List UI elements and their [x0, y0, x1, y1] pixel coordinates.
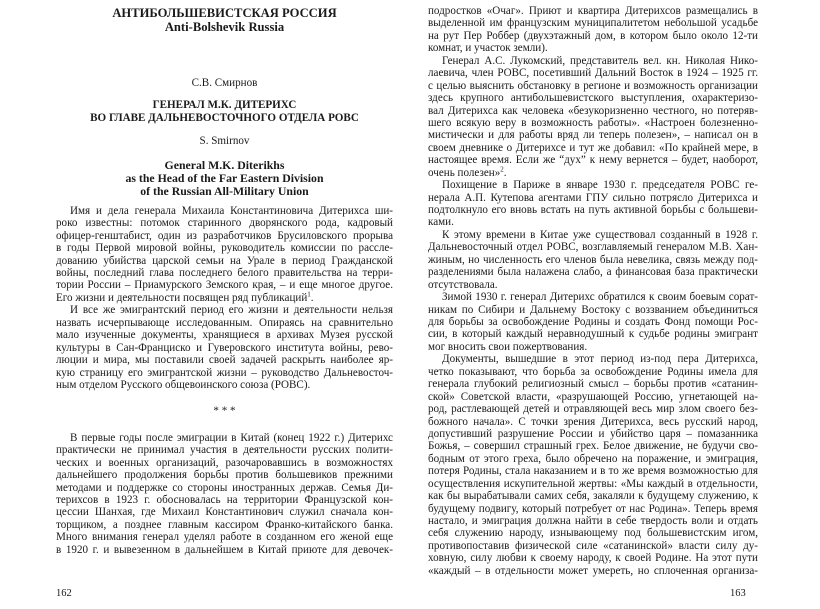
right-column: [428, 5, 758, 577]
text-line-last: мог вносить свои пожертвования.: [428, 340, 588, 353]
text-line: ской» Советской власти, «разрушающей Россию, угнетающей на-: [428, 390, 758, 403]
text-line: в годы Первой мировой войны, руководитель комиссии по рассле-: [56, 242, 393, 255]
footnote-ref[interactable]: 2: [500, 165, 504, 174]
text-line: Генерал А.С. Лукомский, представитель вел. кн. Николая Нико-: [442, 54, 758, 67]
author-ru: С.В. Смирнов: [191, 77, 258, 89]
text-line: бодным от этого греха, было обречено на поражение, и эмиграция,: [428, 452, 758, 465]
text-line: терихсов в 1923 г. обосновалась на территории Французской кон-: [56, 494, 393, 507]
text-line: практически не принимал участия в деятельности русских полити-: [56, 444, 393, 457]
author-en: S. Smirnov: [199, 135, 250, 148]
text-line-last: ками.: [428, 216, 454, 229]
right-page: [410, 0, 820, 609]
text-line: потеря Родины, стала наказанием и в то же время возможностью для: [428, 465, 758, 478]
text-line: мистически и для работы вряд ли теперь полезен», – написал он в: [428, 129, 758, 142]
paragraph-appeal: [428, 291, 758, 353]
text-line: здесь крупного антибольшевистского выступления, охарактеризо-: [428, 92, 758, 105]
text-line: допустивший разрушение России и убийство царя – помазанника: [428, 427, 758, 440]
page-number-left: 162: [56, 588, 72, 599]
text-line: подтолкнуло его вновь встать на путь активной борьбы с большеви-: [428, 204, 758, 217]
text-line: войны, последний глава последнего белого правительства на терри-: [56, 267, 393, 279]
text-line: никам по Сибири и Дальнему Востоку с воззванием объединиться: [428, 303, 758, 316]
text-line: лаевича, член РОВС, посетивший Дальний Восток в 1924 – 1925 гг.: [428, 67, 758, 80]
paragraph-emigrant-period: [56, 304, 393, 391]
text-line: настало, и эмиграция должна найти в себе твердость воли и отдать: [428, 515, 758, 528]
text-line-last: комнат, и участок земли).: [428, 42, 548, 55]
text-line: торщиком, а позднее главным кассиром Франко-китайского банка.: [56, 518, 393, 531]
article-title-en-line-1: General M.K. Diterikhs: [164, 157, 285, 172]
text-line: роко известны: потомок старинного дворянского рода, кадровый: [56, 217, 393, 230]
footnote-ref[interactable]: 1: [307, 290, 311, 299]
text-line: в 1920 г. и вывезенном в дальнейшем в Китай приюте для девочек-: [56, 543, 393, 556]
article-title-ru-line-2: ВО ГЛАВЕ ДАЛЬНЕВОСТОЧНОГО ОТДЕЛА РОВС: [90, 111, 359, 124]
text-line: кую страницу его эмигрантской жизни – руководство Дальневосточ-: [56, 366, 393, 379]
paragraph-lukomsky: [428, 55, 758, 179]
text-line: Дальневосточный отдел РОВС, возглавляемый генералом М.В. Хан-: [428, 241, 758, 254]
text-line: жиным, но численность его членов была невелика, связь между под-: [428, 253, 758, 266]
text-line: нерала А.П. Кутепова агентами ГПУ сильно потрясло Дитерихса и: [428, 191, 758, 204]
text-line: как бы вырабатывали самих себя, закаляли к будущему служению, к: [428, 490, 758, 503]
text-line-last: Его жизни и деятельности посвящен ряд публикаций$^1$.: [56, 290, 314, 304]
text-line: своем дневнике о Дитерихсе и тут же добавил: «По крайней мере, в: [428, 141, 758, 154]
text-line: дальнейшего продолжения борьбы против большевиков прежними: [56, 469, 393, 482]
text-line: генерала глубокий религиозный смысл – борьбы против «сатанин-: [428, 378, 758, 391]
text-line: с целью выяснить обстановку в регионе и возможность организации: [428, 79, 758, 92]
text-line: Похищение в Париже в январе 1930 г. председателя РОВС ге-: [442, 179, 758, 192]
text-line: настоящее время. Если же “дух” к нему вернется – будет, наоборот,: [428, 154, 758, 167]
text-line: ховную, силу любви к своему народу, к своей Родине. На этот пути: [428, 552, 758, 565]
text-line: на рут Пер Роббер (двухэтажный дом, в котором было около 12-ти: [428, 29, 758, 42]
text-line: сии, в который каждый неравнодушный к судьбе родины эмигрант: [428, 328, 758, 341]
text-line: люции и мира, мы поставили своей задачей раскрыть наиболее яр-: [56, 354, 393, 367]
article-title-en-line-2: as the Head of the Far Eastern Division: [125, 170, 324, 185]
text-line: божного начала». С точки зрения Дитерихса, весь русский народ,: [428, 415, 758, 428]
text-line: В первые годы после эмиграции в Китай (конец 1922 г.) Дитерихс: [70, 431, 393, 444]
text-line: мало изученные документы, хранящиеся в архивах Музея русской: [56, 329, 393, 342]
text-line: Документы, вышедшие в этот период из-под пера Дитерихса,: [442, 353, 758, 366]
text-line-last: очень полезен»$^2$.: [428, 165, 507, 179]
text-line: Много внимания генерал уделял работе в созданном его женой еще: [56, 531, 393, 544]
text-line: «каждый – в отдельности может умереть, но сплоченная организа-: [428, 564, 758, 577]
paragraph-kutepov: [428, 179, 758, 229]
left-column: [56, 6, 393, 556]
text-line: для борьбы за освобождение Родины и создать Фонд помощи Рос-: [428, 316, 758, 328]
section-separator: * * *: [213, 405, 236, 418]
text-line: тории России – Приамурского Земского края, – и еще многое другое.: [56, 279, 393, 292]
text-line: будущему подвигу, который потребует от нас Родина». Теперь время: [428, 502, 758, 515]
section-header-ru: АНТИБОЛЬШЕВИСТСКАЯ РОССИЯ: [112, 6, 337, 20]
text-line: цессии Шанхая, где Михаил Константинович служил сначала кон-: [56, 506, 393, 519]
article-title-ru-line-1: ГЕНЕРАЛ М.К. ДИТЕРИХС: [152, 99, 297, 112]
section-header-en: Anti-Bolshevik Russia: [164, 20, 285, 34]
text-line: культуры в Сан-Франциско и Гуверовского института войны, рево-: [56, 341, 393, 354]
paragraph-intro: [56, 205, 393, 305]
text-line: Имя и дела генерала Михаила Константиновича Дитерихса ши-: [70, 204, 393, 217]
text-line: К этому времени в Китае уже существовал созданный в 1928 г.: [442, 228, 758, 241]
text-line: методами и поддержке со стороны иностранных держав. Семья Ди-: [56, 481, 393, 494]
paragraph-rovs-division: [428, 229, 758, 291]
text-line: Божья, – совершил страшный грех. Белое движение, не будучи сво-: [428, 440, 758, 453]
text-line: род, растлевающей детей и отравляющей весь мир злом своего без-: [428, 403, 758, 416]
text-line: дованию убийства царской семьи на Урале в период Гражданской: [56, 254, 393, 267]
text-line: разделениями была налажена слабо, а финансовая база практически: [428, 266, 758, 279]
paragraph-documents: [428, 353, 758, 577]
text-line: И все же эмигрантский период его жизни и деятельности нельзя: [70, 304, 393, 317]
text-line: четко показывают, что борьба за освобождение Родины имела для: [428, 365, 758, 378]
article-title-en-line-3: of the Russian All-Military Union: [140, 183, 309, 198]
text-line: офицер-генштабист, один из разработчиков Брусиловского прорыва: [56, 229, 393, 242]
text-line: вал Дитерихса как человека «безукоризненно честного, но потеряв-: [428, 104, 758, 117]
paragraph-early-years: [56, 432, 393, 556]
text-line: осуществления искупительной жертвы: «Мы каждый в отдельности,: [428, 477, 758, 490]
text-line: себя служению народу, изнывающему под большевистским игом,: [428, 527, 758, 540]
paragraph-orphanage: [428, 5, 758, 55]
text-line-last: отсутствовала.: [428, 278, 498, 291]
text-line: назвать исчерпывающе исследованным. Опираясь на сравнительно: [56, 316, 393, 329]
text-line: противопоставив физической силе «сатанинской» власти силу ду-: [428, 539, 758, 552]
text-line: подростков «Очаг». Приют и квартира Дитерихсов размещались в: [428, 5, 758, 17]
text-line: ческих и военных организаций, разочаровавшись в возможностях: [56, 456, 393, 469]
text-line: выделенной им французским муниципалитетом небольшой усадьбе: [428, 17, 758, 30]
text-line: шего всякую веру в возможность работы». «Настроен болезненно-: [428, 116, 758, 129]
text-line-last: ным отделом Русского общевоинского союза (РОВС).: [56, 378, 311, 391]
page-number-right: 163: [730, 588, 746, 599]
text-line: Зимой 1930 г. генерал Дитерихс обратился к своим боевым сорат-: [442, 291, 758, 304]
